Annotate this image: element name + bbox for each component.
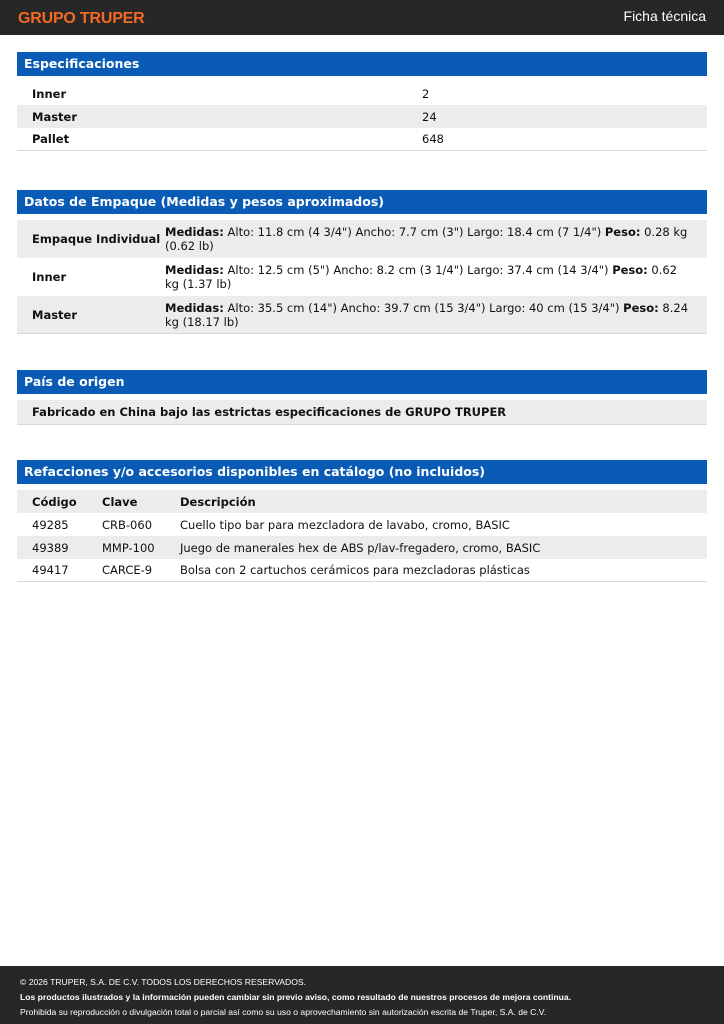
table-header-row (17, 490, 707, 513)
part-key: CARCE-9 (102, 563, 153, 577)
part-code: 49389 (32, 540, 69, 555)
peso-value: 0.28 kg (0.62 lb) (165, 225, 688, 253)
peso-value: 0.62 kg (1.37 lb) (165, 263, 678, 291)
table-row (17, 513, 707, 536)
table-row (17, 105, 707, 128)
package-label: Master (32, 307, 78, 322)
spec-label: Master (32, 109, 78, 124)
spec-label: Inner (32, 86, 67, 101)
medidas-label: Medidas: (165, 300, 224, 315)
column-header-code: Código (32, 494, 77, 509)
specifications-section (17, 52, 707, 151)
medidas-value: Alto: 11.8 cm (4 3/4") Ancho: 7.7 cm (3") Largo: 18.4 cm (7 1/4") (223, 225, 605, 239)
medidas-label: Medidas: (165, 225, 224, 239)
parts-section (17, 460, 707, 582)
table-row (17, 82, 707, 105)
table-row (17, 128, 707, 151)
medidas-label: Medidas: (165, 263, 224, 277)
peso-label: Peso: (623, 300, 659, 315)
spec-value: 648 (422, 132, 444, 146)
package-details (165, 225, 707, 253)
disclaimer-text: Los productos ilustrados y la información pueden cambiar sin previo aviso, como resultado de nuestros procesos de mejora continua. (20, 992, 572, 1002)
part-code: 49285 (32, 517, 69, 532)
origin-section (17, 370, 707, 425)
medidas-value: Alto: 12.5 cm (5") Ancho: 8.2 cm (3 1/4") Largo: 37.4 cm (14 3/4") (223, 263, 613, 277)
section-title: País de origen (17, 370, 707, 394)
part-code: 49417 (32, 563, 69, 577)
document-type-label: Ficha técnica (623, 8, 706, 24)
part-description: Cuello tipo bar para mezcladora de lavabo, cromo, BASIC (180, 517, 510, 532)
legal-text: Prohibida su reproducción o divulgación total o parcial así como su uso o aprovechamiento sin autorización escrita de Truper, S.A. de C.V. (20, 1007, 547, 1017)
packaging-section (17, 190, 707, 334)
table-row (17, 258, 707, 296)
table-row (17, 296, 707, 334)
table-row (17, 536, 707, 559)
package-label: Empaque Individual (32, 232, 161, 246)
package-details (165, 263, 707, 291)
spec-label: Pallet (32, 132, 70, 146)
table-row (17, 559, 707, 582)
part-description: Bolsa con 2 cartuchos cerámicos para mezcladoras plásticas (180, 563, 530, 577)
medidas-value: Alto: 35.5 cm (14") Ancho: 39.7 cm (15 3/4") Largo: 40 cm (15 3/4") (223, 300, 624, 315)
copyright-text: © 2026 TRUPER, S.A. DE C.V. TODOS LOS DERECHOS RESERVADOS. (20, 977, 307, 987)
origin-text: Fabricado en China bajo las estrictas especificaciones de GRUPO TRUPER (32, 405, 507, 419)
top-bar (0, 0, 724, 35)
truper-logo: GRUPO TRUPER (18, 10, 145, 27)
section-title: Datos de Empaque (Medidas y pesos aproximados) (17, 190, 707, 214)
footer (0, 966, 724, 1024)
peso-label: Peso: (604, 225, 641, 239)
origin-row (17, 400, 707, 425)
table-row (17, 220, 707, 258)
section-title: Refacciones y/o accesorios disponibles en catálogo (no incluidos) (17, 460, 707, 484)
spec-value: 24 (422, 109, 437, 124)
part-description: Juego de manerales hex de ABS p/lav-fregadero, cromo, BASIC (180, 540, 541, 555)
package-label: Inner (32, 270, 67, 284)
column-header-description: Descripción (180, 494, 256, 509)
spec-value: 2 (422, 86, 430, 101)
column-header-key: Clave (102, 494, 138, 509)
part-key: CRB-060 (102, 517, 153, 532)
package-details (165, 301, 707, 329)
part-key: MMP-100 (102, 540, 155, 555)
peso-label: Peso: (612, 263, 648, 277)
section-title: Especificaciones (17, 52, 707, 76)
peso-value: 8.24 kg (18.17 lb) (165, 300, 689, 329)
